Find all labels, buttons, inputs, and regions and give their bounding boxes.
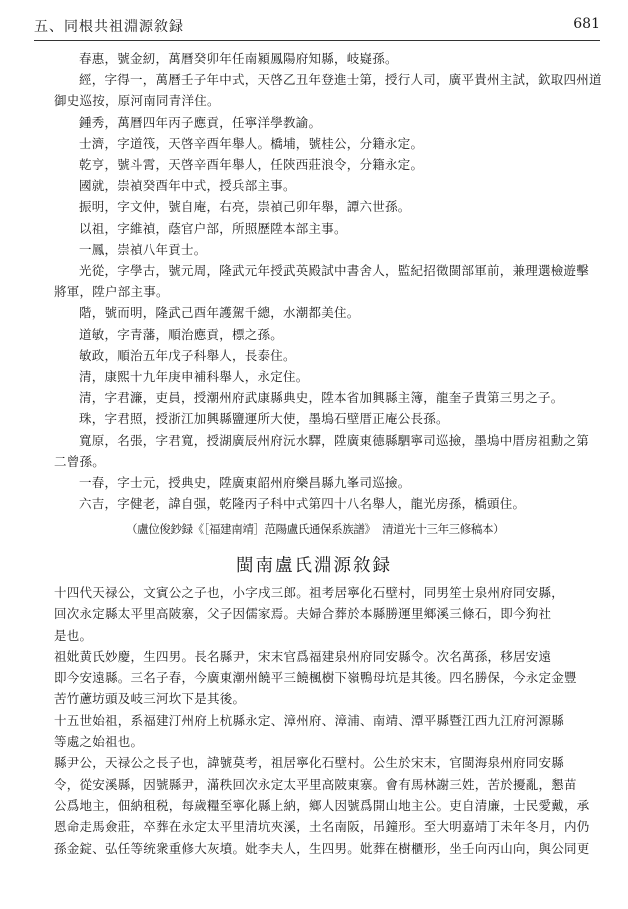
paragraph	[54, 154, 602, 175]
text-line: 清，康熙十九年庚申補科舉人，永定住。	[79, 369, 309, 385]
text-line: 經，字得一，萬曆壬子年中式，天啓乙丑年登進士第，授行人司，廣平貴州主試，欽取四州道	[79, 72, 602, 88]
text-line: 將軍，陞户部主事。	[54, 284, 169, 300]
genealogy-entries	[54, 48, 602, 514]
paragraph	[54, 175, 602, 196]
text-line: 光從，字學古，號元周，隆武元年授武英殿試中書舍人，監紀招徵閩部軍前，兼理選檢遊擊	[79, 263, 590, 279]
text-line: 十五世始祖，系福建汀州府上杭縣永定、漳州府、漳浦、南靖、潭平縣暨江西九江府河源縣	[54, 712, 565, 728]
text-line: 即今安遠縣。三名子春，今廣東潮州饒平三饒楓樹下嶺鴨母坑是其後。四名勝保，今永定金豐	[54, 670, 577, 686]
text-line: 以祖，字維禎，蔭官户部，所照歷陞本部主事。	[79, 220, 347, 236]
text-line: 春惠，號金紉，萬曆癸卯年任南潁鳳陽府知縣，岐嶷孫。	[79, 51, 398, 66]
text-line: 恩命走馬僉莊，卒葬在永定太平里清坑夾溪，土名南阪，吊鐘形。至大明嘉靖丁未年冬月，内仍	[54, 819, 590, 835]
paragraph	[54, 710, 602, 753]
text-line: 一鳳，崇禎八年貢士。	[79, 241, 207, 257]
paragraph	[54, 387, 602, 408]
text-line: 是也。	[54, 627, 93, 643]
paragraph	[54, 493, 602, 514]
text-line: 回次永定縣太平里高陂寨，父子因儒家焉。夫婦合葬於本縣勝運里鄉溪三條石，即今狗社	[54, 606, 552, 622]
paragraph	[54, 408, 602, 429]
text-line: 國就，崇禎癸酉年中式，授兵部主事。	[79, 178, 296, 194]
text-line: 祖妣黄氏妙慶，生四男。長名縣尹，宋末官爲福建泉州府同安縣令。次名萬孫，移居安遠	[54, 648, 552, 664]
text-line: 縣尹公，天禄公之長子也，諱號莫考，祖居寧化石壁村。公生於宋末，官閩海泉州府同安縣	[54, 755, 565, 771]
text-line: 振明，字文仲，號自庵，右亮，崇禎己卯年舉，譚六世孫。	[79, 199, 411, 215]
paragraph	[54, 48, 602, 69]
text-line: 清，字君濂，吏員，授潮州府武康縣典史，陞本省加興縣主簿，龍奎子貴第三男之子。	[79, 390, 564, 406]
text-line: 孫金錠、弘任等统衆重修大灰墳。妣李夫人，生四男。妣葬在樹櫃形，坐壬向丙山向，與公同更	[54, 840, 590, 856]
text-line: 階，號而明，隆武己酉年護駕千總，水潮都美住。	[79, 305, 360, 321]
paragraph	[54, 324, 602, 345]
text-line: 公爲地主，佃納租税，每歲糧至寧化縣上納，鄉人因號爲開山地主公。吏自清廉，士民愛戴，承	[54, 797, 590, 813]
text-line: 乾亨，號斗霄，天啓辛酉年舉人，任陝西莊浪令，分籍永定。	[79, 157, 424, 173]
source-citation: （盧位俊鈔録《［福建南靖］范陽盧氏通保系族譜》 清道光十三年三修稿本）	[126, 522, 505, 536]
text-line: 鍾秀，萬曆四年丙子應貢，任寧洋學教諭。	[79, 114, 322, 130]
paragraph	[54, 302, 602, 323]
paragraph	[54, 133, 602, 154]
text-line: 士濟，字道筏，天啓辛酉年舉人。橋埔，號桂公，分籍永定。	[79, 135, 424, 151]
text-line: 一春，字士元，授典史，陞廣東韶州府樂昌縣九峯司巡撿。	[79, 475, 411, 491]
paragraph	[54, 472, 602, 493]
text-line: 六吉，字健老，諱自强，乾隆丙子科中式第四十八名舉人，龍光房孫，橋頭住。	[79, 496, 526, 512]
header-rule	[34, 40, 600, 41]
paragraph	[54, 218, 602, 239]
paragraph	[54, 646, 602, 710]
paragraph	[54, 366, 602, 387]
paragraph	[54, 112, 602, 133]
text-line: 道敏，字青藩，順治應貢，標之孫。	[79, 326, 284, 342]
paragraph	[54, 260, 602, 302]
text-line: 十四代天禄公，文賓公之子也，小字戌三郎。祖考居寧化石壁村，同男笙士泉州府同安縣，	[54, 585, 565, 600]
running-title: 五、同根共祖淵源敘録	[34, 19, 184, 35]
paragraph	[54, 752, 602, 858]
paragraph	[54, 345, 602, 366]
page-number: 681	[573, 16, 600, 32]
page-header	[34, 14, 600, 38]
text-line: 珠，字君照，授浙江加興縣鹽運所大使，墨塢石壁厝正庵公長孫。	[79, 411, 449, 427]
text-line: 苦竹藘坊頭及岐三河坎下是其後。	[54, 691, 246, 707]
text-line: 令，從安溪縣，因號縣尹，滿秩回次永定太平里高陂東寨。會有馬林謝三姓，苦於擾亂，懇苗	[54, 776, 577, 792]
paragraph	[54, 430, 602, 472]
text-line: 等處之始祖也。	[54, 734, 144, 750]
text-line: 敏政，順治五年戊子科舉人，長泰住。	[79, 347, 296, 363]
paragraph	[54, 239, 602, 260]
section-body	[54, 582, 602, 859]
paragraph	[54, 69, 602, 111]
section-title: 閩南盧氏淵源敘録	[236, 556, 392, 576]
text-line: 御史巡按，原河南同青洋住。	[54, 93, 220, 109]
paragraph	[54, 582, 602, 646]
paragraph	[54, 196, 602, 217]
text-line: 二曾孫。	[54, 453, 106, 469]
text-line: 寬原，名張，字君寬，授湖廣辰州府沅水驛，陞廣東德縣駟寧司巡撿，墨塢中厝房祖勳之第	[79, 432, 590, 448]
